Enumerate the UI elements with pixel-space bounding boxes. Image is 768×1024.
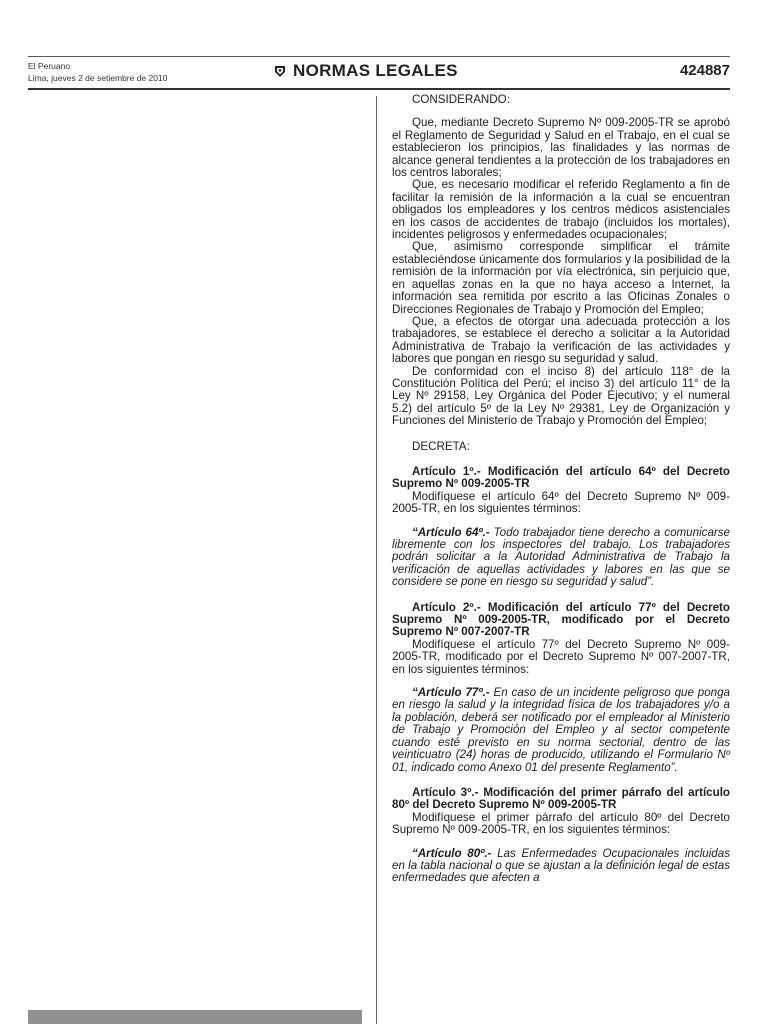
paragraph: Que, asimismo corresponde simplificar el trámite estableciéndose únicamente dos formularios y la posibilidad de la remisión de la información por vía electrónica, sin perjuicio que, en aquellas zonas en la que no haya acceso a Internet, la información sea remitida por escrito a las Oficinas Zonales o Direcciones Regionales de Trabajo y Promoción del Empleo; xyxy=(392,240,730,316)
article-title: Artículo 3º.- Modificación del primer párrafo del artículo 80º del Decreto Supremo Nº 009-2005-TR xyxy=(392,785,730,812)
quote-text: Las Enfermedades Ocupacionales incluidas en la tabla nacional o que se ajustan a la definición legal de estas enfermedades que afecten a xyxy=(392,846,730,885)
article-quote xyxy=(392,848,730,885)
quote-text: Todo trabajador tiene derecho a comunicarse libremente con los inspectores del trabajo. Los trabajadores podrán solicitar a la Autoridad Administrativa de Trabajo la verificación de aquellas actividades y labores en las que se considere se pone en riesgo su seguridad y salud”. xyxy=(392,525,731,589)
considerando-heading: CONSIDERANDO: xyxy=(412,93,510,106)
header-bottom-rule xyxy=(28,88,730,90)
left-column-banner xyxy=(28,1010,362,1024)
coat-of-arms-icon xyxy=(273,64,287,78)
column-divider xyxy=(376,96,377,1024)
main-column xyxy=(392,94,730,885)
article-quote xyxy=(392,527,730,589)
quote-label: “Artículo 64º.- xyxy=(412,525,490,539)
article-intro: Modifíquese el artículo 77º del Decreto Supremo Nº 009-2005-TR, modificado por el Decreto Supremo Nº 007-2007-TR, en los siguientes términos: xyxy=(392,637,730,676)
page-header xyxy=(28,56,730,90)
section-title-text: NORMAS LEGALES xyxy=(293,61,458,80)
article-title: Artículo 2º.- Modificación del artículo 77º del Decreto Supremo Nº 009-2005-TR, modificado por el Decreto Supremo Nº 007-2007-TR xyxy=(392,600,730,639)
article-quote xyxy=(392,687,730,774)
paragraph: Que, a efectos de otorgar una adecuada protección a los trabajadores, se establece el derecho a solicitar a la Autoridad Administrativa de Trabajo la verificación de las actividades y labores que pongan en riesgo su seguridad y salud. xyxy=(392,314,730,366)
header-top-rule xyxy=(28,56,730,57)
quote-label: “Artículo 80º.- xyxy=(412,846,492,860)
quote-text: En caso de un incidente peligroso que ponga en riesgo la salud y la integridad física de los trabajadores y/o a la población, deberá ser notificado por el empleador al Ministerio de Trabajo y Promoción del Empleo y al sector competente cuando esté previsto en su norma sectorial, dentro de las veinticuatro (24) horas de producido, utilizando el Formulario Nº 01, indicado como Anexo 01 del presente Reglamento”. xyxy=(392,686,730,774)
paragraph: Que, mediante Decreto Supremo Nº 009-2005-TR se aprobó el Reglamento de Seguridad y Salud en el Trabajo, en el cual se establecieron los principios, las finalidades y las normas de alcance general tendientes a la protección de los trabajadores en los centros laborales; xyxy=(392,116,730,180)
paragraph: Que, es necesario modificar el referido Reglamento a fin de facilitar la remisión de la información a la cual se encuentran obligados los empleadores y los centros médicos asistenciales en los casos de accidentes de trabajo (incluidos los mortales), incidentes peligrosos y enfermedades ocupacionales; xyxy=(392,178,730,242)
paragraph: De conformidad con el inciso 8) del artículo 118° de la Constitución Política del Perú; el inciso 3) del artículo 11° de la Ley Nº 29158, Ley Orgánica del Poder Ejecutivo; y el numeral 5.2) del artículo 5º de la Ley Nº 29381, Ley de Organización y Funciones del Ministerio de Trabajo y Promoción del Empleo; xyxy=(392,364,730,428)
article-intro: Modifíquese el primer párrafo del artículo 80º del Decreto Supremo Nº 009-2005-TR, en los siguientes términos: xyxy=(392,810,730,837)
page-number: 424887 xyxy=(679,62,730,79)
quote-label: “Artículo 77º.- xyxy=(412,686,490,700)
publication-name: El Peruano xyxy=(28,61,71,71)
publication-date: Lima, jueves 2 de setiembre de 2010 xyxy=(28,73,168,83)
decreta-heading: DECRETA: xyxy=(412,439,470,453)
article-title: Artículo 1º.- Modificación del artículo 64º del Decreto Supremo Nº 009-2005-TR xyxy=(392,464,730,491)
article-intro: Modifíquese el artículo 64º del Decreto Supremo Nº 009-2005-TR, en los siguientes términos: xyxy=(392,489,730,516)
section-title xyxy=(273,61,458,81)
